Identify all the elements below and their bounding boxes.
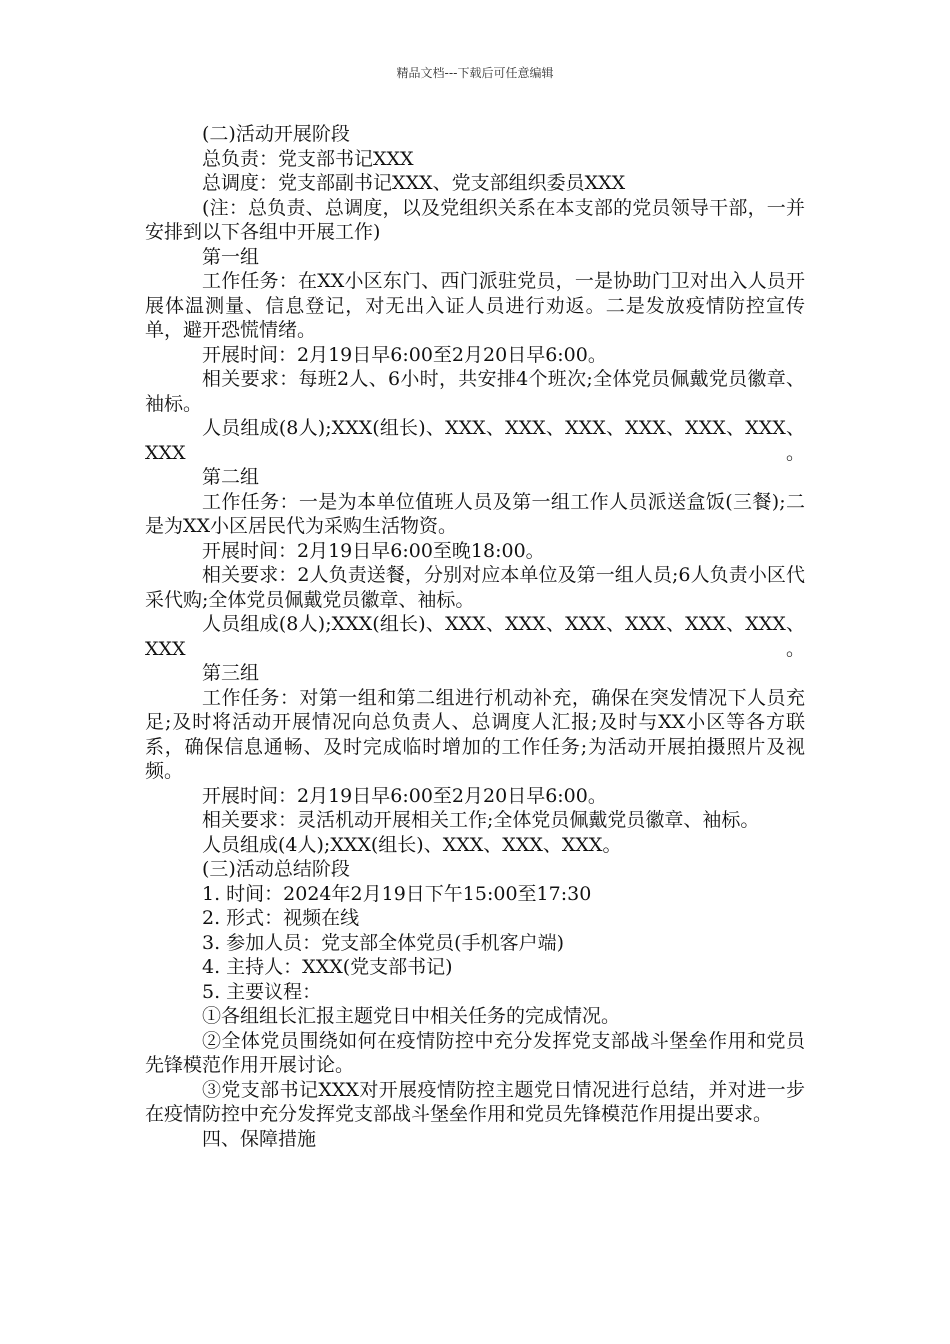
paragraph: 总调度：党支部副书记XXX、党支部组织委员XXX: [202, 172, 626, 194]
group-heading: 第三组: [202, 662, 260, 684]
list-item: 5. 主要议程：: [202, 980, 322, 1003]
page-header: 精品文档---下载后可任意编辑: [396, 66, 554, 80]
group-heading: 第一组: [202, 245, 260, 268]
paragraph: 人员组成(4人);XXX(组长)、XXX、XXX、XXX。: [202, 833, 622, 856]
agenda-item: ③党支部书记XXX对开展疫情防控主题党日情况进行总结，并对进一步在疫情防控中充分发挥党支部战斗堡垒作用和党员先锋模范作用提出要求。: [145, 1078, 805, 1125]
paragraph: 相关要求：2人负责送餐，分别对应本单位及第一组人员;6人负责小区代采代购;全体党员佩戴党员徽章、袖标。: [145, 564, 805, 611]
paragraph: 开展时间：2月19日早6:00至2月20日早6:00。: [202, 784, 607, 807]
section-heading: (三)活动总结阶段: [202, 858, 350, 880]
section-heading: 四、保障措施: [202, 1127, 317, 1150]
paragraph: 工作任务：对第一组和第二组进行机动补充，确保在突发情况下人员充足;及时将活动开展情况向总负责人、总调度人汇报;及时与XX小区等各方联系，确保信息通畅、及时完成临时增加的工作任务;为活动开展拍摄照片及视频。: [145, 686, 805, 782]
paragraph: 开展时间：2月19日早6:00至2月20日早6:00。: [202, 343, 607, 366]
document-body: [145, 122, 805, 1151]
list-item: 2. 形式：视频在线: [202, 907, 360, 929]
agenda-item: ①各组组长汇报主题党日中相关任务的完成情况。: [202, 1005, 621, 1027]
paragraph: 人员组成(8人);XXX(组长)、XXX、XXX、XXX、XXX、XXX、XXX、XXX。: [145, 417, 805, 464]
paragraph: (注：总负责、总调度，以及党组织关系在本支部的党员领导干部，一并安排到以下各组中开展工作): [145, 196, 805, 243]
section-heading: (二)活动开展阶段: [202, 123, 350, 145]
paragraph: 人员组成(8人);XXX(组长)、XXX、XXX、XXX、XXX、XXX、XXX、XXX。: [145, 613, 805, 660]
paragraph: 总负责：党支部书记XXX: [202, 147, 414, 170]
paragraph: 工作任务：一是为本单位值班人员及第一组工作人员派送盒饭(三餐);二是为XX小区居民代为采购生活物资。: [145, 490, 805, 537]
list-item: 1. 时间：2024年2月19日下午15:00至17:30: [202, 882, 592, 905]
list-item: 4. 主持人：XXX(党支部书记): [202, 956, 453, 978]
agenda-item: ②全体党员围绕如何在疫情防控中充分发挥党支部战斗堡垒作用和党员先锋模范作用开展讨论。: [145, 1029, 805, 1076]
paragraph: 工作任务：在XX小区东门、西门派驻党员，一是协助门卫对出入人员开展体温测量、信息登记，对无出入证人员进行劝返。二是发放疫情防控宣传单，避开恐慌情绪。: [145, 270, 805, 341]
paragraph: 相关要求：灵活机动开展相关工作;全体党员佩戴党员徽章、袖标。: [202, 809, 760, 831]
list-item: 3. 参加人员：党支部全体党员(手机客户端): [202, 931, 564, 954]
paragraph: 相关要求：每班2人、6小时，共安排4个班次;全体党员佩戴党员徽章、袖标。: [145, 368, 805, 415]
group-heading: 第二组: [202, 466, 260, 488]
paragraph: 开展时间：2月19日早6:00至晚18:00。: [202, 539, 545, 562]
